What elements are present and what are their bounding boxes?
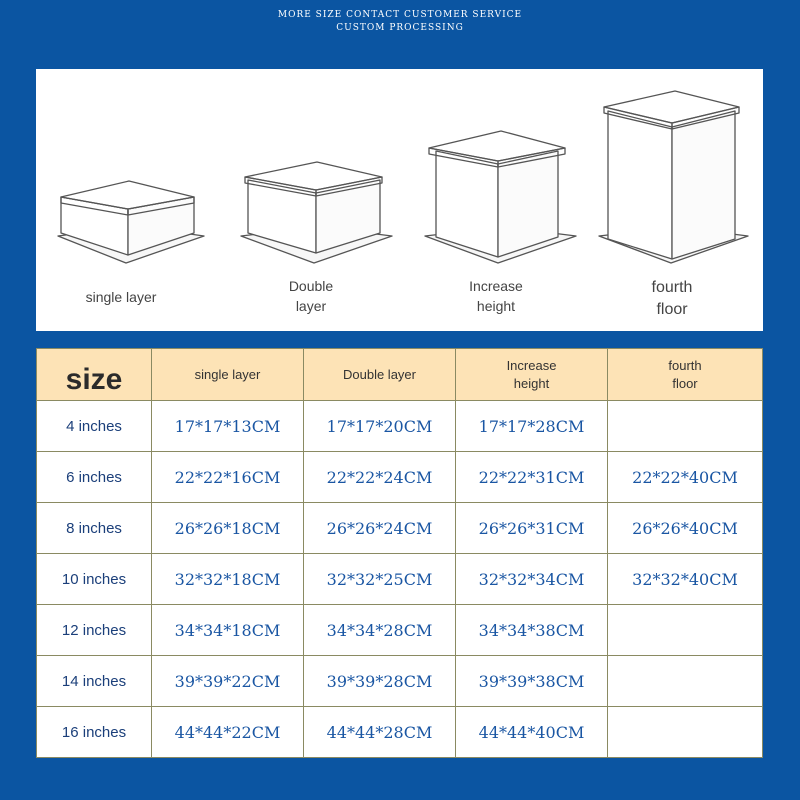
- header-increase-height: Increase height: [456, 349, 608, 401]
- double-layer-cell: 32*32*25CM: [304, 554, 456, 605]
- table-row: [37, 656, 763, 707]
- size-cell: 14 inches: [37, 656, 152, 707]
- double-layer-cell: 44*44*28CM: [304, 707, 456, 758]
- box-increase-height-drawing: [425, 131, 576, 263]
- header-size: size: [37, 349, 152, 401]
- size-cell: 12 inches: [37, 605, 152, 656]
- table-row: [37, 707, 763, 758]
- box-label-increase-height: Increase height: [469, 278, 523, 314]
- double-layer-cell: 39*39*28CM: [304, 656, 456, 707]
- header-single-layer: single layer: [152, 349, 304, 401]
- box-double-layer-drawing: [241, 162, 392, 263]
- single-layer-cell: 22*22*16CM: [152, 452, 304, 503]
- box-label-fourth-floor: fourth floor: [651, 279, 693, 318]
- double-layer-cell: 22*22*24CM: [304, 452, 456, 503]
- single-layer-cell: 26*26*18CM: [152, 503, 304, 554]
- box-single-layer-drawing: [58, 181, 204, 263]
- table-header-row: [37, 349, 763, 401]
- fourth-floor-cell: 22*22*40CM: [608, 452, 763, 503]
- increase-height-cell: 44*44*40CM: [456, 707, 608, 758]
- box-label-double-layer: Double layer: [288, 278, 334, 314]
- single-layer-cell: 39*39*22CM: [152, 656, 304, 707]
- fourth-floor-cell: 26*26*40CM: [608, 503, 763, 554]
- table-row: [37, 554, 763, 605]
- size-cell: 10 inches: [37, 554, 152, 605]
- box-illustration-panel: [36, 69, 763, 331]
- size-cell: 4 inches: [37, 401, 152, 452]
- size-table: [36, 348, 763, 758]
- increase-height-cell: 22*22*31CM: [456, 452, 608, 503]
- table-row: [37, 401, 763, 452]
- double-layer-cell: 26*26*24CM: [304, 503, 456, 554]
- fourth-floor-cell: [608, 656, 763, 707]
- table-row: [37, 503, 763, 554]
- fourth-floor-cell: [608, 707, 763, 758]
- increase-height-cell: 34*34*38CM: [456, 605, 608, 656]
- banner-line-1: MORE SIZE CONTACT CUSTOMER SERVICE: [277, 10, 523, 20]
- single-layer-cell: 32*32*18CM: [152, 554, 304, 605]
- size-cell: 6 inches: [37, 452, 152, 503]
- box-fourth-floor-drawing: [599, 91, 748, 263]
- single-layer-cell: 44*44*22CM: [152, 707, 304, 758]
- banner: [0, 9, 800, 35]
- box-label-single-layer: single layer: [85, 289, 157, 305]
- increase-height-cell: 17*17*28CM: [456, 401, 608, 452]
- increase-height-cell: 39*39*38CM: [456, 656, 608, 707]
- fourth-floor-cell: 32*32*40CM: [608, 554, 763, 605]
- banner-line-2: CUSTOM PROCESSING: [336, 23, 464, 33]
- single-layer-cell: 17*17*13CM: [152, 401, 304, 452]
- double-layer-cell: 34*34*28CM: [304, 605, 456, 656]
- header-double-layer: Double layer: [304, 349, 456, 401]
- increase-height-cell: 32*32*34CM: [456, 554, 608, 605]
- increase-height-cell: 26*26*31CM: [456, 503, 608, 554]
- size-cell: 8 inches: [37, 503, 152, 554]
- single-layer-cell: 34*34*18CM: [152, 605, 304, 656]
- table-row: [37, 605, 763, 656]
- double-layer-cell: 17*17*20CM: [304, 401, 456, 452]
- table-row: [37, 452, 763, 503]
- header-fourth-floor: fourth floor: [608, 349, 763, 401]
- size-cell: 16 inches: [37, 707, 152, 758]
- fourth-floor-cell: [608, 605, 763, 656]
- fourth-floor-cell: [608, 401, 763, 452]
